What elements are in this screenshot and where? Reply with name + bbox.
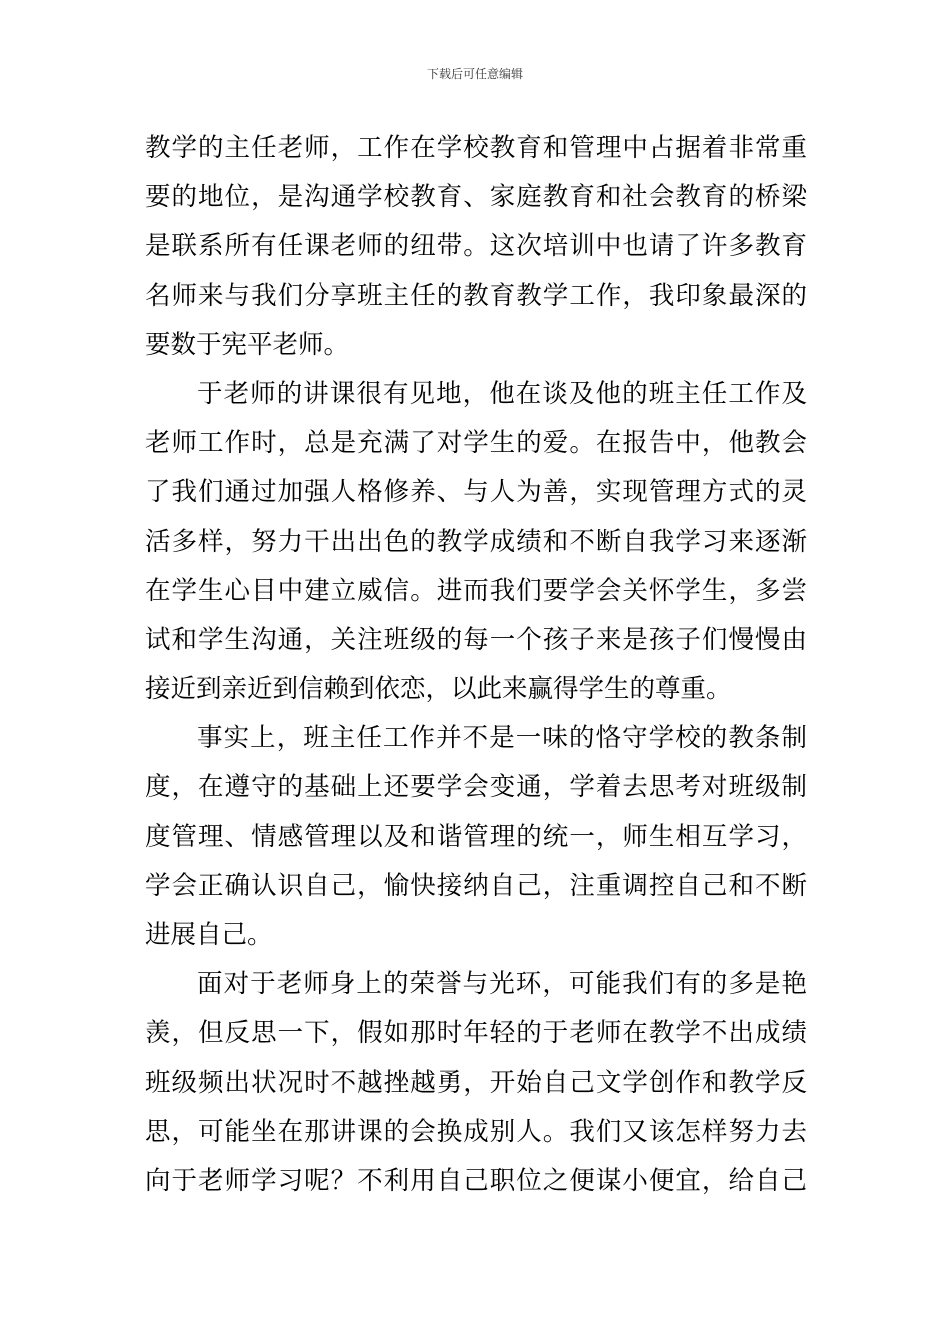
text-line: 学会正确认识自己，愉快接纳自己，注重调控自己和不断 [145, 870, 807, 901]
header-note: 下载后可任意编辑 [426, 67, 523, 81]
text-line: 度，在遵守的基础上还要学会变通，学着去思考对班级制 [145, 772, 807, 803]
text-line: 思，可能坐在那讲课的会换成别人。我们又该怎样努力去 [145, 1116, 807, 1147]
text-line: 要的地位，是沟通学校教育、家庭教育和社会教育的桥梁 [145, 182, 807, 213]
text-line: 了我们通过加强人格修养、与人为善，实现管理方式的灵 [145, 477, 807, 508]
text-line: 是联系所有任课老师的纽带。这次培训中也请了许多教育 [145, 231, 807, 262]
text-line: 在学生心目中建立威信。进而我们要学会关怀学生，多尝 [145, 575, 807, 606]
paragraph-first-line: 面对于老师身上的荣誉与光环，可能我们有的多是艳 [197, 969, 807, 1000]
text-line: 进展自己。 [145, 920, 273, 950]
text-line: 老师工作时，总是充满了对学生的爱。在报告中，他教会 [145, 428, 807, 459]
paragraph-first-line: 事实上，班主任工作并不是一味的恪守学校的教条制 [197, 723, 807, 754]
paragraph-first-line: 于老师的讲课很有见地，他在谈及他的班主任工作及 [197, 378, 807, 409]
text-line: 要数于宪平老师。 [145, 329, 350, 360]
text-line: 教学的主任老师，工作在学校教育和管理中占据着非常重 [145, 133, 807, 163]
text-line: 试和学生沟通，关注班级的每一个孩子来是孩子们慢慢由 [145, 624, 807, 655]
text-line: 活多样，努力干出出色的教学成绩和不断自我学习来逐渐 [145, 526, 807, 557]
text-line: 班级频出状况时不越挫越勇，开始自己文学创作和教学反 [145, 1067, 807, 1098]
text-line: 向于老师学习呢？不利用自己职位之便谋小便宜，给自己 [145, 1165, 807, 1196]
text-line: 度管理、情感管理以及和谐管理的统一，师生相互学习， [145, 821, 807, 852]
document-body [145, 124, 807, 1206]
text-line: 羡，但反思一下，假如那时年轻的于老师在教学不出成绩 [145, 1018, 807, 1049]
text-line: 接近到亲近到信赖到依恋，以此来赢得学生的尊重。 [145, 674, 732, 705]
text-line: 名师来与我们分享班主任的教育教学工作，我印象最深的 [145, 280, 807, 311]
